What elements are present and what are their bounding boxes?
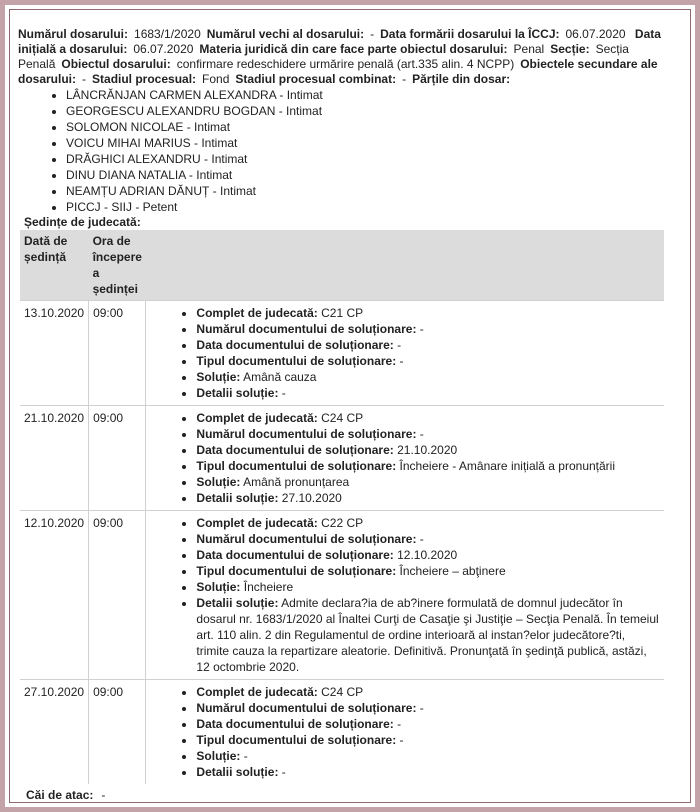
party-item: • VOICU MIHAI MARIUS - Intimat [66,135,678,151]
parties-label: Părțile din dosar: [412,72,511,86]
party-item: • DINU DIANA NATALIA - Intimat [66,167,678,183]
section: Secția Penală [18,42,629,71]
detail-item: • Data documentului de soluționare: 21.10.2020 [196,442,660,458]
case-number: 1683/1/2020 [134,27,201,41]
combined-stage: - [402,72,407,86]
case-object-label: Obiectul dosarului: [61,57,171,71]
hearings-title: Ședințe de judecată: [24,215,141,229]
hearing-date: 12.10.2020 [20,511,89,680]
parties-list [18,87,678,215]
formation-date-label: Data formării dosarului la ÎCCJ: [380,27,560,41]
detail-item: • Numărul documentului de soluționare: - [196,321,660,337]
hearing-details [146,406,664,511]
detail-item: • Complet de judecată: C22 CP [196,515,660,531]
detail-item: • Soluție: Amână pronunțarea [196,474,660,490]
hearings-header-row [20,230,664,301]
section-label: Secție: [550,42,590,56]
detail-item: • Complet de judecată: C21 CP [196,305,660,321]
detail-item: • Data documentului de soluționare: 12.10.2020 [196,547,660,563]
hearings-table [20,230,664,784]
hearing-time: 09:00 [89,680,146,785]
hearing-time: 09:00 [89,301,146,406]
combined-stage-label: Stadiul procesual combinat: [235,72,397,86]
hearing-details [146,511,664,680]
header-time: Ora de începere a ședinței [89,230,146,301]
detail-item: • Numărul documentului de soluționare: - [196,426,660,442]
hearing-date: 21.10.2020 [20,406,89,511]
case-object: confirmare redeschidere urmărire penală (art.335 alin. 4 NCPP) [176,57,515,71]
formation-date: 06.07.2020 [565,27,626,41]
header-date: Dată de ședință [20,230,89,301]
table-row [20,301,664,406]
header-details [146,230,664,301]
hearing-time: 09:00 [89,511,146,680]
party-item: • SOLOMON NICOLAE - Intimat [66,119,678,135]
detail-item: • Tipul documentului de soluționare: Încheiere - Amânare inițială a pronunțării [196,458,660,474]
old-number: - [370,27,375,41]
party-item: • LÂNCRĂNJAN CARMEN ALEXANDRA - Intimat [66,87,678,103]
detail-item: • Complet de judecată: C24 CP [196,410,660,426]
procedural-stage-label: Stadiul procesual: [92,72,197,86]
detail-item: • Tipul documentului de soluționare: - [196,353,660,369]
table-row [20,680,664,785]
detail-item: • Detalii soluție: - [196,385,660,401]
party-item: • NEAMȚU ADRIAN DĂNUȚ - Intimat [66,183,678,199]
subject-matter-label: Materia juridică din care face parte obiectul dosarului: [199,42,508,56]
party-item: • GEORGESCU ALEXANDRU BOGDAN - Intimat [66,103,678,119]
hearing-details [146,301,664,406]
case-number-label: Numărul dosarului: [18,27,129,41]
secondary-objects-label: Obiectele secundare ale dosarului: [18,57,658,86]
detail-item: • Numărul documentului de soluționare: - [196,700,660,716]
case-details [18,27,678,803]
detail-item: • Numărul documentului de soluționare: - [196,531,660,547]
appeals-label: Căi de atac: [26,788,94,802]
procedural-stage: Fond [202,72,230,86]
detail-item: • Data documentului de soluționare: - [196,337,660,353]
detail-item: • Detalii soluție: Admite declara?ia de ab?inere formulată de domnul judecător în dosarul nr. 1683/1/2020 al Înaltei Curţi de Casaţie şi Justiţie – Secţia Penală. În temeiul art. 110 alin. 2 din Regulamentul de ordine interioară al instan?elor judecătore?ti, trimite cauza la repartizare aleatorie. Definitivă. Pronunţată în şedinţă publică, astăzi, 12 octombrie 2020. [196,595,660,675]
detail-item: • Detalii soluție: 27.10.2020 [196,490,660,506]
old-number-label: Numărul vechi al dosarului: [206,27,365,41]
hearing-details [146,680,664,785]
detail-item: • Soluție: Amână cauza [196,369,660,385]
detail-item: • Data documentului de soluționare: - [196,716,660,732]
detail-item: • Detalii soluție: - [196,764,660,780]
initial-date: 06.07.2020 [133,42,194,56]
hearing-time: 09:00 [89,406,146,511]
appeals-value: - [101,788,106,802]
detail-item: • Tipul documentului de soluționare: Încheiere – abţinere [196,563,660,579]
party-item: • DRĂGHICI ALEXANDRU - Intimat [66,151,678,167]
detail-item: • Soluție: - [196,748,660,764]
party-item: • PICCJ - SIIJ - Petent [66,199,678,215]
detail-item: • Tipul documentului de soluționare: - [196,732,660,748]
table-row [20,511,664,680]
appeals [26,788,678,803]
table-row [20,406,664,511]
secondary-objects: - [82,72,87,86]
detail-item: • Soluție: Încheiere [196,579,660,595]
subject-matter: Penal [513,42,545,56]
hearing-date: 13.10.2020 [20,301,89,406]
hearing-date: 27.10.2020 [20,680,89,785]
initial-date-label: Data inițială a dosarului: [18,27,661,56]
detail-item: • Complet de judecată: C24 CP [196,684,660,700]
case-metadata [18,27,678,87]
